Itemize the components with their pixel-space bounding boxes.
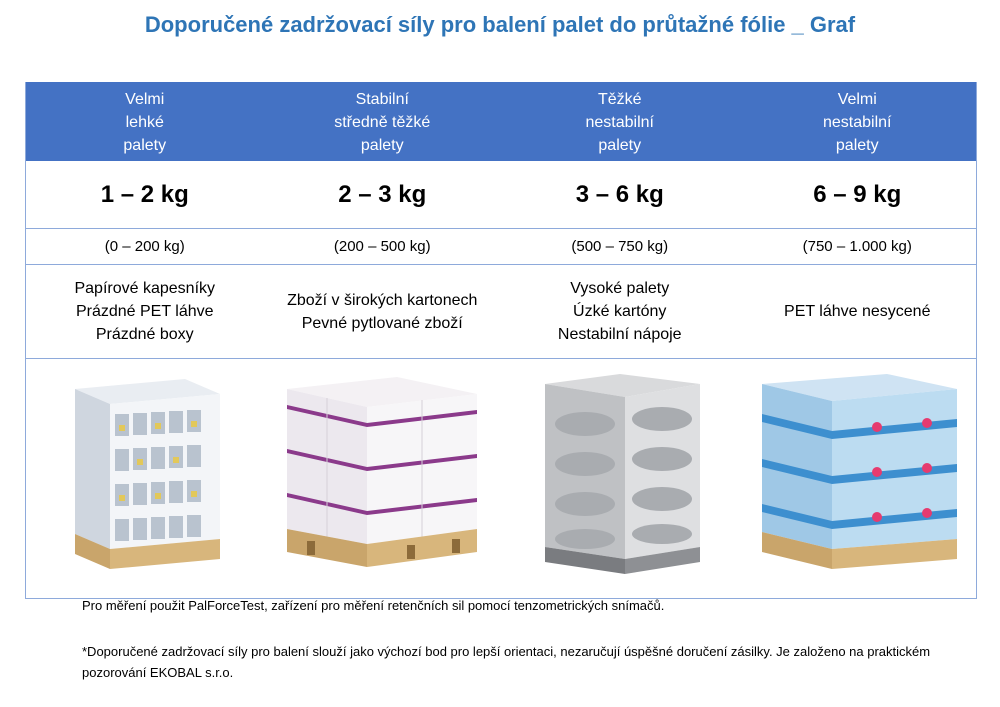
header-stable-medium: Stabilní středně těžké palety (334, 91, 431, 154)
header-heavy-unstable: Těžké nestabilní palety (585, 91, 654, 154)
force-table (25, 82, 977, 599)
page-title: Doporučené zadržovací síly pro balení palet do průtažné fólie _ Graf (144, 12, 856, 37)
image-row (26, 359, 976, 599)
pallet-image-cell (26, 359, 264, 598)
examples-row (26, 265, 976, 359)
header-very-light: Velmi lehké palety (123, 91, 167, 154)
measurement-note: Pro měření použit PalForceTest, zařízení pro měření retenčních sil pomocí tenzometrických snímačů. (82, 598, 665, 613)
examples-text: Papírové kapesníky Prázdné PET láhve Prázdné boxy (74, 280, 216, 343)
weight-value: 2 – 3 kg (338, 180, 427, 208)
load-range: (500 – 750 kg) (571, 238, 669, 255)
header-row (26, 82, 976, 161)
weight-value: 1 – 2 kg (100, 180, 189, 208)
examples-text: Zboží v širokých kartonech Pevné pytlované zboží (287, 291, 478, 332)
weight-value: 6 – 9 kg (813, 180, 902, 208)
pallet-image-cell (739, 359, 977, 598)
pallet-image-cell (501, 359, 739, 598)
examples-text: PET láhve nesycené (784, 303, 931, 320)
load-range: (0 – 200 kg) (104, 238, 185, 255)
header-very-unstable: Velmi nestabilní palety (823, 91, 892, 154)
examples-text: Vysoké palety Úzké kartóny Nestabilní nápoje (557, 280, 682, 343)
weight-value: 3 – 6 kg (575, 180, 664, 208)
load-range: (750 – 1.000 kg) (802, 238, 912, 255)
pallet-bags-wrapped-icon (530, 369, 710, 589)
pallet-cartons-icon (277, 369, 487, 584)
load-range: (200 – 500 kg) (333, 238, 431, 255)
range-row (26, 229, 976, 265)
pallet-tissue-packs-icon (65, 369, 225, 584)
disclaimer-note: *Doporučené zadržovací síly pro balení slouží jako výchozí bod pro lepší orientaci, nezaručují úspěšné doručení zásilky. Je založeno na praktickém pozorování EKOBAL s.r.o. (82, 644, 931, 680)
pallet-image-cell (264, 359, 502, 598)
weight-row (26, 161, 976, 229)
pallet-water-bottles-icon (747, 369, 967, 584)
